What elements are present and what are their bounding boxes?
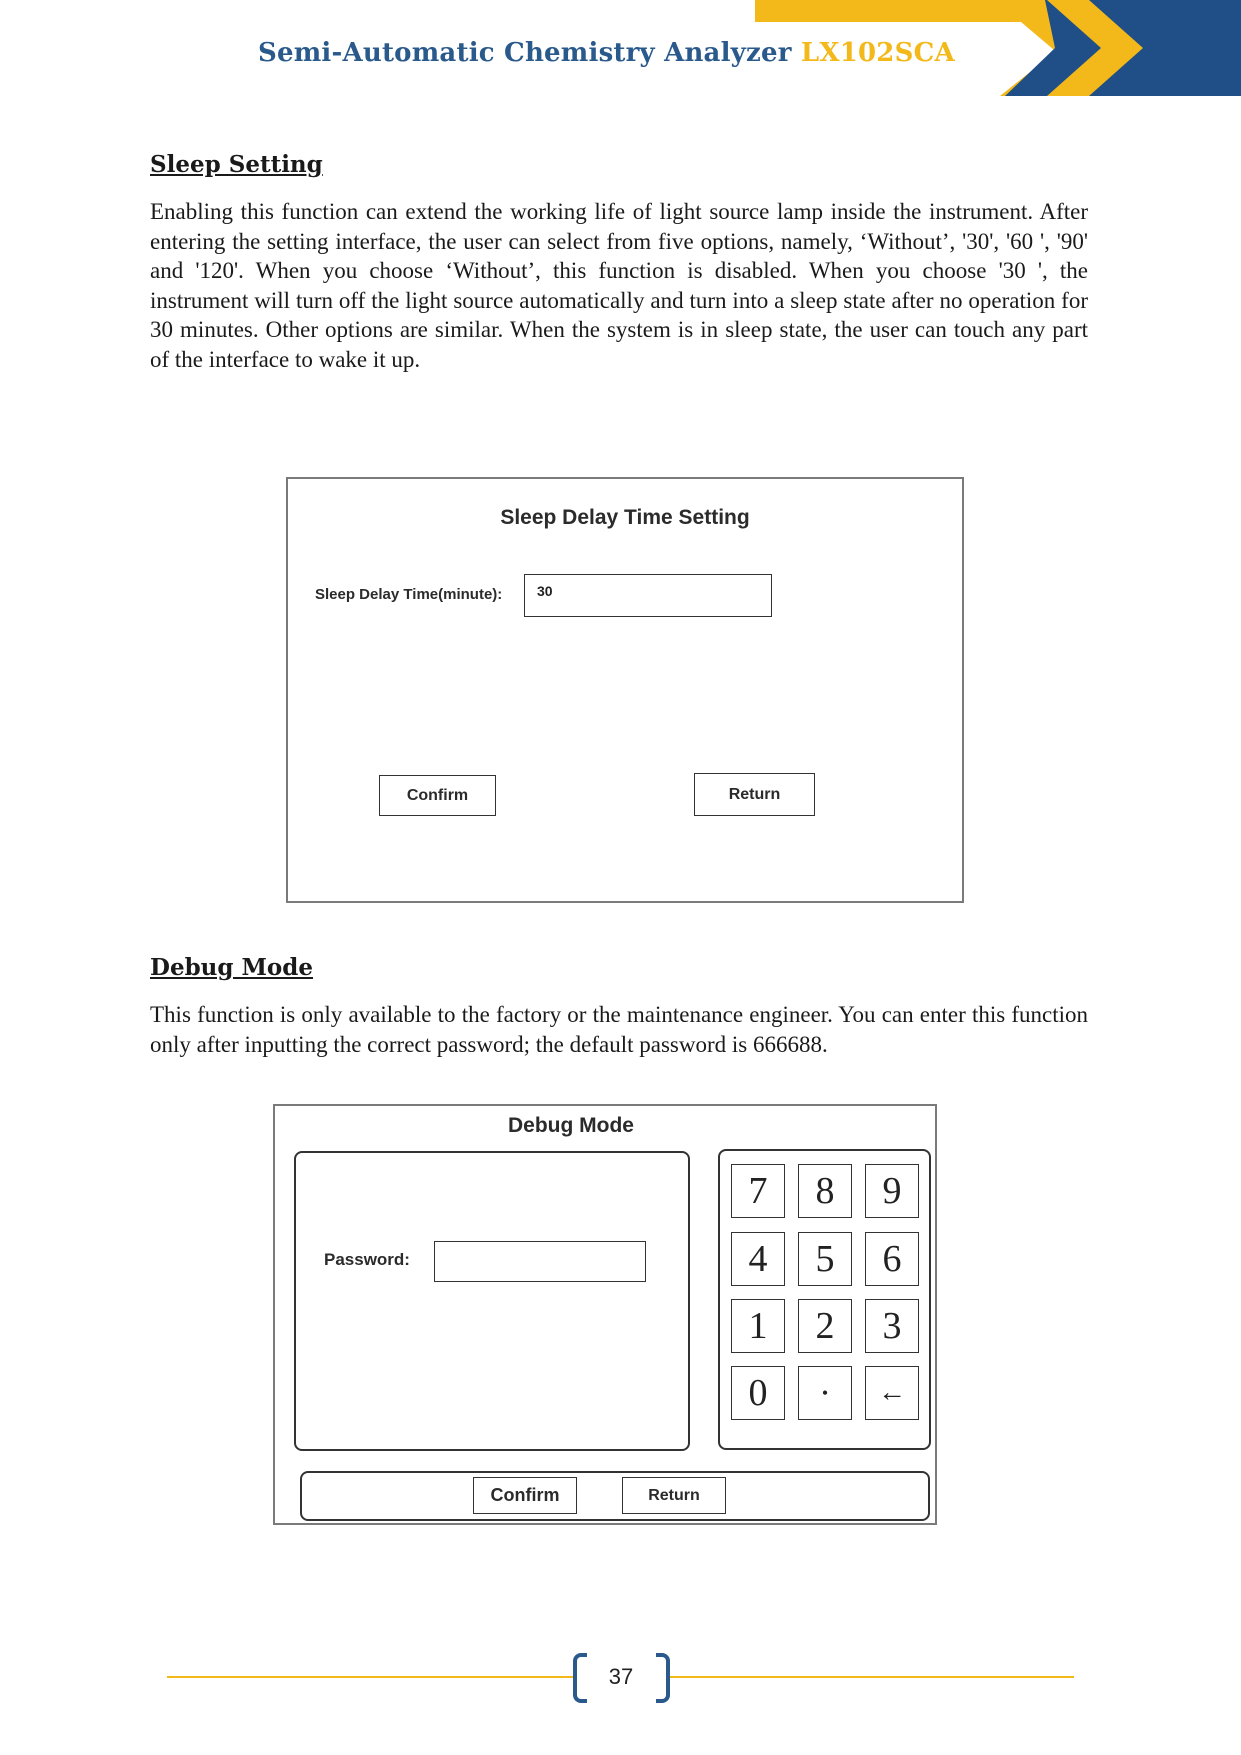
sleep-delay-time-input[interactable]: 30 <box>524 574 772 617</box>
footer-rule-left <box>167 1676 573 1678</box>
password-label: Password: <box>324 1250 410 1269</box>
header-model-number: LX102SCA <box>800 38 955 68</box>
key-8[interactable]: 8 <box>798 1164 852 1218</box>
password-input[interactable] <box>434 1241 646 1282</box>
key-backspace[interactable]: ← <box>865 1366 919 1420</box>
numeric-keypad <box>718 1149 931 1450</box>
key-3[interactable]: 3 <box>865 1299 919 1353</box>
key-1[interactable]: 1 <box>731 1299 785 1353</box>
debug-mode-screen-title: Debug Mode <box>508 1114 634 1137</box>
key-0[interactable]: 0 <box>731 1366 785 1420</box>
debug-mode-heading: Debug Mode <box>150 954 313 981</box>
footer-bracket-right <box>656 1653 670 1703</box>
key-9[interactable]: 9 <box>865 1164 919 1218</box>
confirm-button[interactable]: Confirm <box>473 1477 577 1514</box>
key-4[interactable]: 4 <box>731 1232 785 1286</box>
page-number: 37 <box>608 1664 634 1689</box>
sleep-delay-screen <box>286 477 964 903</box>
footer-bracket-left <box>573 1653 587 1703</box>
key-2[interactable]: 2 <box>798 1299 852 1353</box>
return-button[interactable]: Return <box>622 1477 726 1514</box>
sleep-delay-screen-title: Sleep Delay Time Setting <box>500 506 750 529</box>
sleep-setting-paragraph: Enabling this function can extend the working life of light source lamp inside the instrument. After entering the setting interface, the user can select from five options, namely, ‘Without’, '30', '60 ', '90' and '120'. When you choose ‘Without’, this function is disabled. When you choose '30 ', the instrument will turn off the light source automatically and turn into a sleep state after no operation for 30 minutes. Other options are similar. When the system is in sleep state, the user can touch any part of the interface to wake it up. <box>150 199 1088 372</box>
sleep-delay-time-label: Sleep Delay Time(minute): <box>315 586 503 603</box>
header-chevron-decoration <box>755 0 1241 96</box>
footer-rule-right <box>670 1676 1074 1678</box>
header-product-name: Semi-Automatic Chemistry Analyzer <box>258 38 792 68</box>
debug-button-bar <box>300 1471 930 1521</box>
key-5[interactable]: 5 <box>798 1232 852 1286</box>
key-7[interactable]: 7 <box>731 1164 785 1218</box>
key-6[interactable]: 6 <box>865 1232 919 1286</box>
password-panel <box>294 1151 690 1451</box>
debug-mode-screen <box>273 1104 937 1525</box>
return-button[interactable]: Return <box>694 773 815 816</box>
sleep-setting-heading: Sleep Setting <box>150 151 323 178</box>
debug-mode-paragraph: This function is only available to the factory or the maintenance engineer. You can enter this function only after inputting the correct password; the default password is 666688. <box>150 1002 1088 1057</box>
key-decimal-point[interactable]: • <box>798 1366 852 1420</box>
confirm-button[interactable]: Confirm <box>379 775 496 816</box>
